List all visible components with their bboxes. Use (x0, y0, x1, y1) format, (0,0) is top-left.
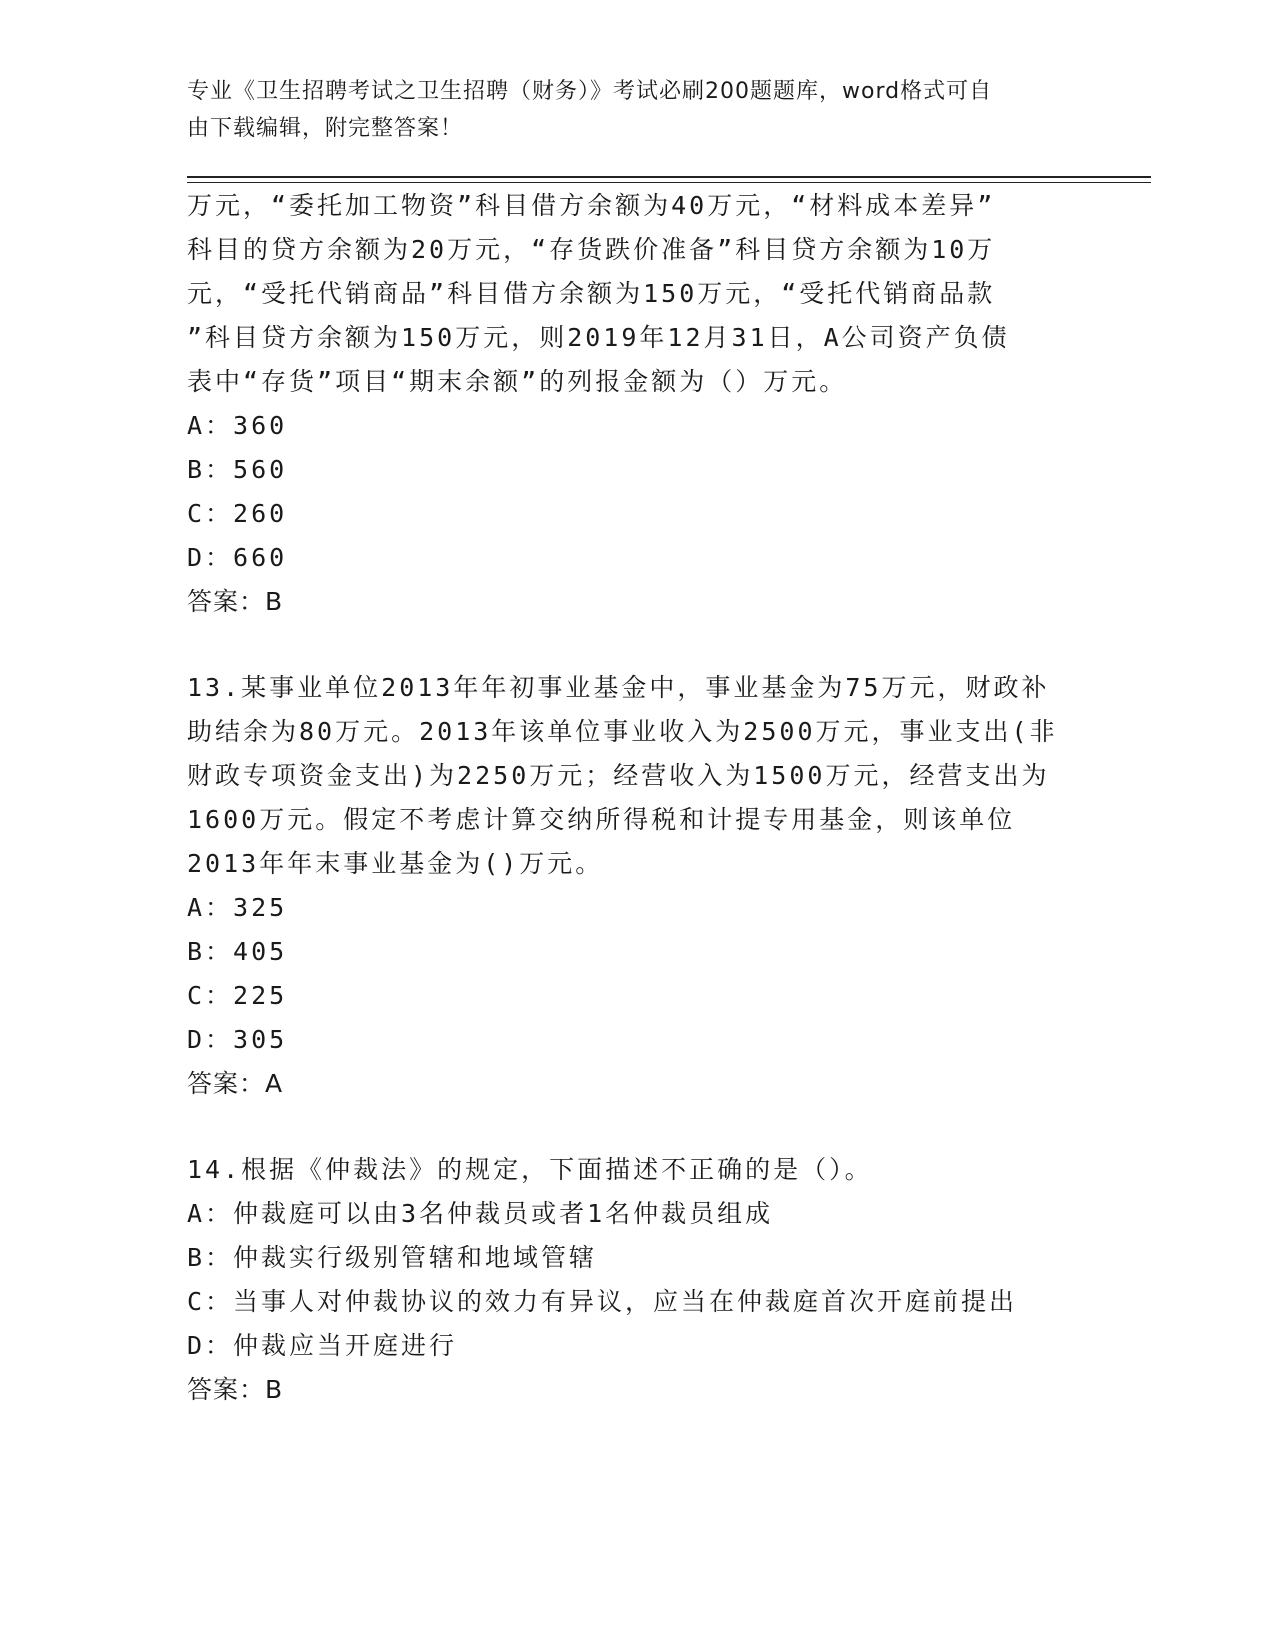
q14-option-c: C：当事人对仲裁协议的效力有异议，应当在仲裁庭首次开庭前提出 (187, 1287, 1018, 1316)
q12-text-line-5: 表中“存货”项目“期末余额”的列报金额为（）万元。 (187, 367, 848, 396)
q13-text-line-5: 2013年年末事业基金为()万元。 (187, 849, 604, 878)
q14-option-b: B：仲裁实行级别管辖和地域管辖 (187, 1243, 598, 1272)
q13-text-line-2: 助结余为80万元。2013年该单位事业收入为2500万元，事业支出(非 (187, 717, 1058, 746)
q14-option-d: D：仲裁应当开庭进行 (187, 1331, 458, 1360)
q13-text-line-3: 财政专项资金支出)为2250万元；经营收入为1500万元，经营支出为 (187, 761, 1050, 790)
header-divider-thin (187, 182, 1151, 183)
document-header (187, 73, 1067, 147)
q14-answer: 答案：B (187, 1375, 284, 1404)
q12-text-line-1: 万元，“委托加工物资”科目借方余额为40万元，“材料成本差异” (187, 191, 996, 220)
q12-text-line-2: 科目的贷方余额为20万元，“存货跌价准备”科目贷方余额为10万 (187, 235, 996, 264)
header-divider-thick (187, 176, 1151, 178)
q12-option-c: C：260 (187, 499, 288, 528)
q13-answer: 答案：A (187, 1069, 284, 1098)
q14-text-line-1: 14.根据《仲裁法》的规定，下面描述不正确的是（）。 (187, 1155, 873, 1184)
q12-option-d: D：660 (187, 543, 288, 572)
header-line-1: 专业《卫生招聘考试之卫生招聘（财务）》考试必刷200题题库，word格式可自 (187, 79, 993, 104)
q13-option-c: C：225 (187, 981, 288, 1010)
q12-text-line-3: 元，“受托代销商品”科目借方余额为150万元，“受托代销商品款 (187, 279, 996, 308)
q13-text-line-1: 13.某事业单位2013年年初事业基金中，事业基金为75万元，财政补 (187, 673, 1050, 702)
q13-option-b: B：405 (187, 937, 288, 966)
q13-option-d: D：305 (187, 1025, 288, 1054)
q14-option-a: A：仲裁庭可以由3名仲裁员或者1名仲裁员组成 (187, 1199, 774, 1228)
q12-option-b: B：560 (187, 455, 288, 484)
q12-answer: 答案：B (187, 587, 284, 616)
header-line-2: 由下载编辑，附完整答案！ (187, 116, 464, 141)
q13-text-line-4: 1600万元。假定不考虑计算交纳所得税和计提专用基金，则该单位 (187, 805, 1016, 834)
q12-text-line-4: ”科目贷方余额为150万元，则2019年12月31日，A公司资产负债 (187, 323, 1010, 352)
q13-option-a: A：325 (187, 893, 288, 922)
q12-option-a: A：360 (187, 411, 288, 440)
